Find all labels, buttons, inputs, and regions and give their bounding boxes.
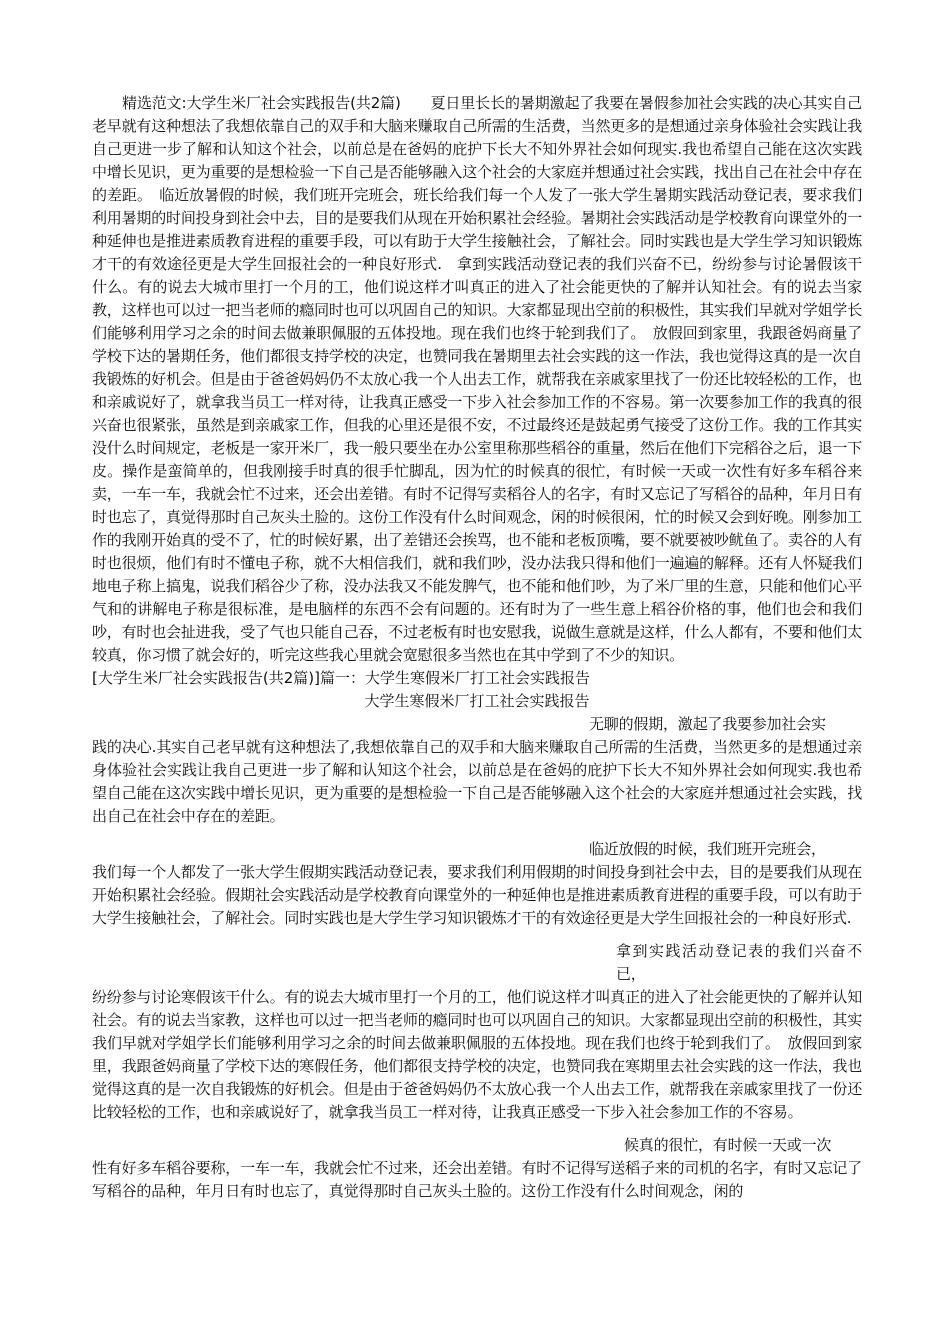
- excerpt-body: 夏日里长长的暑期激起了我要在暑假参加社会实践的决心其实自己老早就有这种想法了我想依靠自己的双手和大脑来赚取自己所需的生活费，当然更多的是想通过亲身体验社会实践让我自己更进一步了解和认知这个社会，以前总是在爸妈的庇护下长大不知外界社会如何现实.我也希望自己能在这次实践中增长见识，更为重要的是想检验一下自己是否能够融入这个社会的大家庭并想通过社会实践，找出自己在社会中存在的差距。 临近放暑假的时候，我们班开完班会，班长给我们每一个人发了一张大学生暑期实践活动登记表，要求我们利用暑期的时间投身到社会中去，目的是要我们从现在开始积累社会经验。暑期社会实践活动是学校教育向课堂外的一种延伸也是推进素质教育进程的重要手段，可以有助于大学生接触社会，了解社会。同时实践也是大学生学习知识锻炼才干的有效途径更是大学生回报社会的一种良好形式. 拿到实践活动登记表的我们兴奋不已，纷纷参与讨论暑假该干什么。有的说去大城市里打一个月的工，他们说这样才叫真正的进入了社会能更快的了解并认知社会。有的说去当家教，这样也可以过一把当老师的瘾同时也可以巩固自己的知识。大家都显现出空前的积极性，其实我们早就对学姐学长们能够利用学习之余的时间去做兼职佩服的五体投地。现在我们也终于轮到我们了。 放假回到家里，我跟爸妈商量了学校下达的暑期任务，他们都很支持学校的决定，也赞同我在暑期里去社会实践的这一作法，我也觉得这真的是一次自我锻炼的好机会。但是由于爸爸妈妈仍不太放心我一个人出去工作，就帮我在亲戚家里找了一份还比较轻松的工作，也和亲戚说好了，就拿我当员工一样对待，让我真正感受一下步入社会参加工作的不容易。第一次要参加工作的我真的很兴奋也很紧张，虽然是到亲戚家工作，但我的心里还是很不安，不过最终还是鼓起勇气接受了这份工作。我的工作其实没什么时间规定，老板是一家开米厂，我一般只要坐在办公室里称那些稻谷的重量，然后在他们下完稻谷之后，退一下皮。操作是蛮简单的，但我刚接手时真的很手忙脚乱，因为忙的时候真的很忙，有时候一天或一次性有好多车稻谷来卖，一车一车，我就会忙不过来，还会出差错。有时不记得写卖稻谷人的名字，有时又忘记了写稻谷的品种，年月日有时也忘了，真觉得那时自己灰头土脸的。这份工作没有什么时间观念，闲的时候很闲，忙的时候又会到好晚。刚参加工作的我刚开始真的受不了，忙的时候好累，出了差错还会挨骂，也不能和老板顶嘴，要不就要被吵鱿鱼了。卖谷的人有时也很烦，他们有时不懂电子称，就不大相信我们，就和我们吵，没办法我只得和他们一遍遍的解释。还有人怀疑我们地电子称上搞鬼，说我们稻谷少了称，没办法我又不能发脾气，也不能和他们吵，为了米厂里的生意，只能和他们心平气和的讲解电子称是很标准，是电脑样的东西不会有问题的。还有时为了一些生意上稻谷价格的事，他们也会和我们吵，有时也会扯进我，受了气也只能自己吞，不过老板有时也安慰我，说做生意就是这样，什么人都有，不要和他们太较真，你习惯了就会好的，听完这些我心里就会宽慰很多当然也在其中学到了不少的知识。: [92, 94, 862, 664]
- report-paragraph-1: [92, 713, 862, 828]
- spacer: [92, 930, 862, 940]
- paragraph-2-lead: 临近放假的时候，我们班开完班会，: [589, 840, 826, 858]
- excerpt-title: 精选范文:大学生米厂社会实践报告(共2篇): [122, 94, 401, 112]
- spacer: [92, 1124, 862, 1134]
- paragraph-3-lead: 拿到实践活动登记表的我们兴奋不已，: [616, 942, 862, 983]
- paragraph-3-text: 纷纷参与讨论寒假该干什么。有的说去大城市里打一个月的工，他们说这样才叫真正的进入了社会能更快的了解并认知社会。有的说去当家教，这样也可以过一把当老师的瘾同时也可以巩固自己的知识。大家都显现出空前的积极性，其实我们早就对学姐学长们能够利用学习之余的时间去做兼职佩服的五体投地。现在我们也终于轮到我们了。 放假回到家里，我跟爸妈商量了学校下达的寒假任务，他们都很支持学校的决定，也赞同我在寒期里去社会实践的这一作法，我也觉得这真的是一次自我锻炼的好机会。但是由于爸爸妈妈仍不太放心我一个人出去工作，就帮我在亲戚家里找了一份还比较轻松的工作，也和亲戚说好了，就拿我当员工一样对待，让我真正感受一下步入社会参加工作的不容易。: [92, 988, 862, 1121]
- paragraph-4-text: 性有好多车稻谷要称，一车一车，我就会忙不过来，还会出差错。有时不记得写送稻子来的司机的名字，有时又忘记了写稻谷的品种，年月日有时也忘了，真觉得那时自己灰头土脸的。这份工作没有什么时间观念，闲的: [92, 1159, 862, 1200]
- report-paragraph-4: [92, 1134, 862, 1203]
- paragraph-1-text: 践的决心.其实自己老早就有这种想法了,我想依靠自己的双手和大脑来赚取自己所需的生活费，当然更多的是想通过亲身体验社会实践让我自己更进一步了解和认知这个社会，以前总是在爸妈的庇护下长大不知外界社会如何现实.我也希望自己能在这次实践中增长见识，更为重要的是想检验一下自己是否能够融入这个社会的大家庭并想通过社会实践，找出自己在社会中存在的差距。: [92, 738, 862, 825]
- excerpt-paragraph: [92, 92, 862, 667]
- paragraph-1-lead: 无聊的假期，激起了我要参加社会实: [589, 715, 826, 733]
- spacer: [92, 828, 862, 838]
- report-paragraph-3: [92, 940, 862, 1124]
- document-page: [92, 92, 862, 1203]
- paragraph-4-lead: 候真的很忙，有时候一天或一次: [624, 1136, 832, 1154]
- paragraph-2-text: 我们每一个人都发了一张大学生假期实践活动登记表，要求我们利用假期的时间投身到社会中去，目的是要我们从现在开始积累社会经验。假期社会实践活动是学校教育向课堂外的一种延伸也是推进素质教育进程的重要手段，可以有助于大学生接触社会，了解社会。同时实践也是大学生学习知识锻炼才干的有效途径更是大学生回报社会的一种良好形式.: [92, 863, 862, 927]
- report-paragraph-2: [92, 838, 862, 930]
- report-title: 大学生寒假米厂打工社会实践报告: [364, 692, 590, 710]
- section-header: [大学生米厂社会实践报告(共2篇)]篇一：大学生寒假米厂打工社会实践报告: [92, 669, 590, 687]
